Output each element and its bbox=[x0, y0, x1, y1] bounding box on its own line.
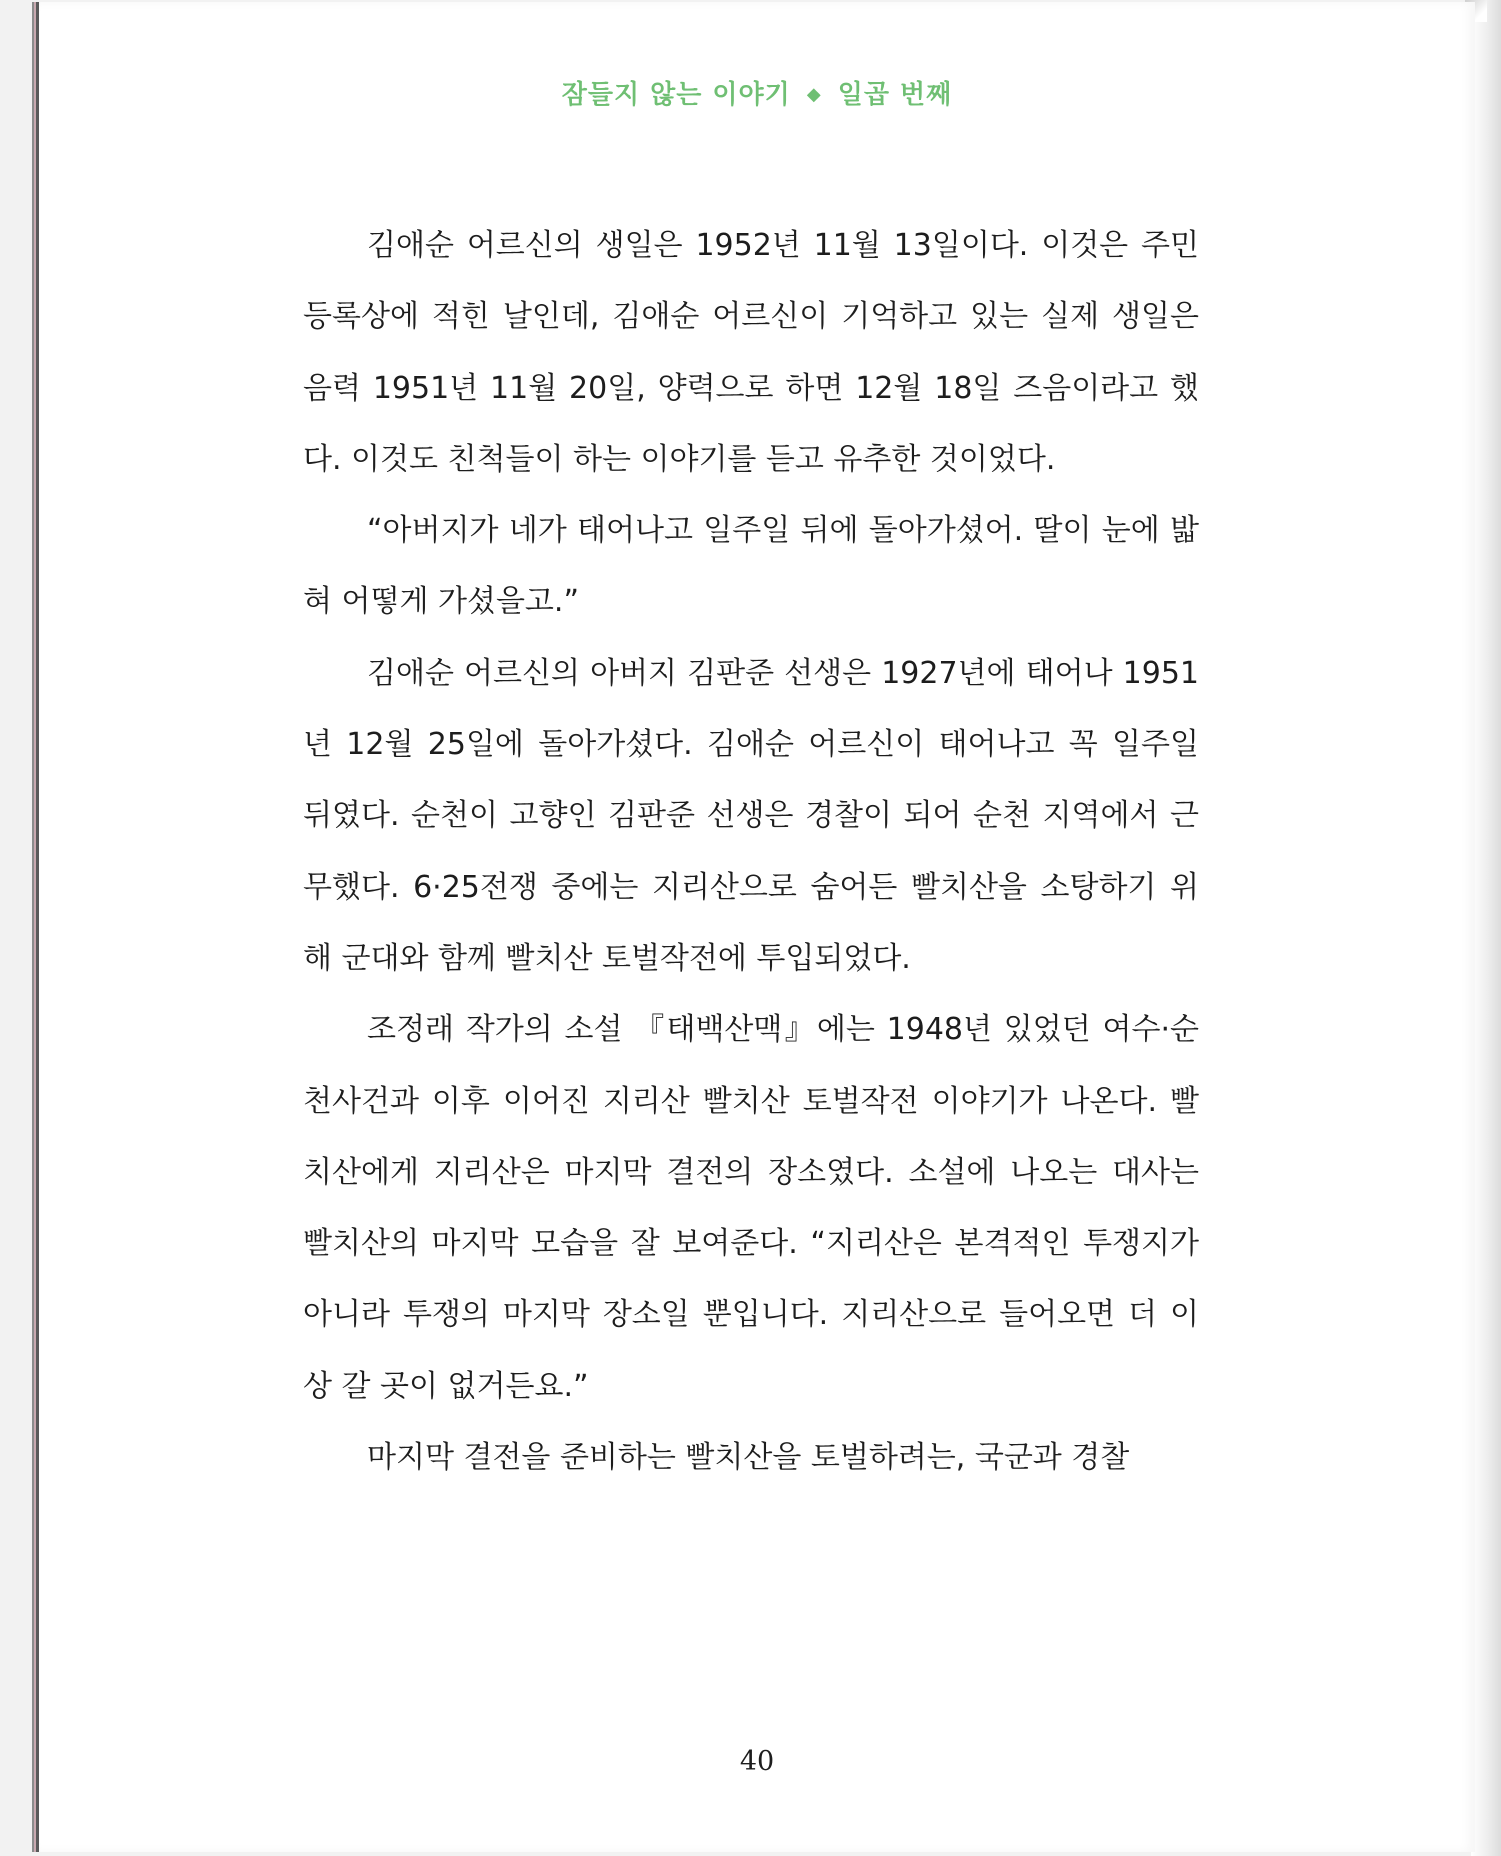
page-curl-shadow bbox=[1471, 0, 1501, 1856]
paragraph: 김애순 어르신의 아버지 김판준 선생은 1927년에 태어나 1951년 12월 25일에 돌아가셨다. 김애순 어르신이 태어나고 꼭 일주일 뒤였다. 순천이 고향인 김판준 선생은 경찰이 되어 순천 지역에서 근무했다. 6·25전쟁 중에는 지리산으로 숨어든 빨치산을 소탕하기 위해 군대와 함께 빨치산 토벌작전에 투입되었다. bbox=[303, 655, 1199, 976]
page-number: 40 bbox=[739, 1746, 775, 1777]
paragraph: 마지막 결전을 준비하는 빨치산을 토벌하려는, 국군과 경찰 bbox=[367, 1440, 1130, 1476]
paragraph: 김애순 어르신의 생일은 1952년 11월 13일이다. 이것은 주민등록상에 적힌 날인데, 김애순 어르신이 기억하고 있는 실제 생일은 음력 1951년 11월 20일, 양력으로 하면 12월 18일 즈음이라고 했다. 이것도 친척들이 하는 이야기를 듣고 유추한 것이었다. bbox=[303, 228, 1199, 477]
book-page bbox=[36, 2, 1475, 1852]
running-header bbox=[39, 74, 1475, 111]
body-text bbox=[303, 210, 1199, 1493]
running-header-title: 잠들지 않는 이야기 bbox=[561, 80, 791, 110]
paragraph: “아버지가 네가 태어나고 일주일 뒤에 돌아가셨어. 딸이 눈에 밟혀 어떻게 가셨을고.” bbox=[303, 513, 1199, 620]
diamond-separator-icon: ◆ bbox=[806, 84, 822, 105]
paragraph: 조정래 작가의 소설 『태백산맥』에는 1948년 있었던 여수·순천사건과 이후 이어진 지리산 빨치산 토벌작전 이야기가 나온다. 빨치산에게 지리산은 마지막 결전의 장소였다. 소설에 나오는 대사는 빨치산의 마지막 모습을 잘 보여준다. “지리산은 본격적인 투쟁지가 아니라 투쟁의 마지막 장소일 뿐입니다. 지리산으로 들어오면 더 이상 갈 곳이 없거든요.” bbox=[303, 1012, 1199, 1404]
running-header-chapter: 일곱 번째 bbox=[837, 80, 953, 110]
